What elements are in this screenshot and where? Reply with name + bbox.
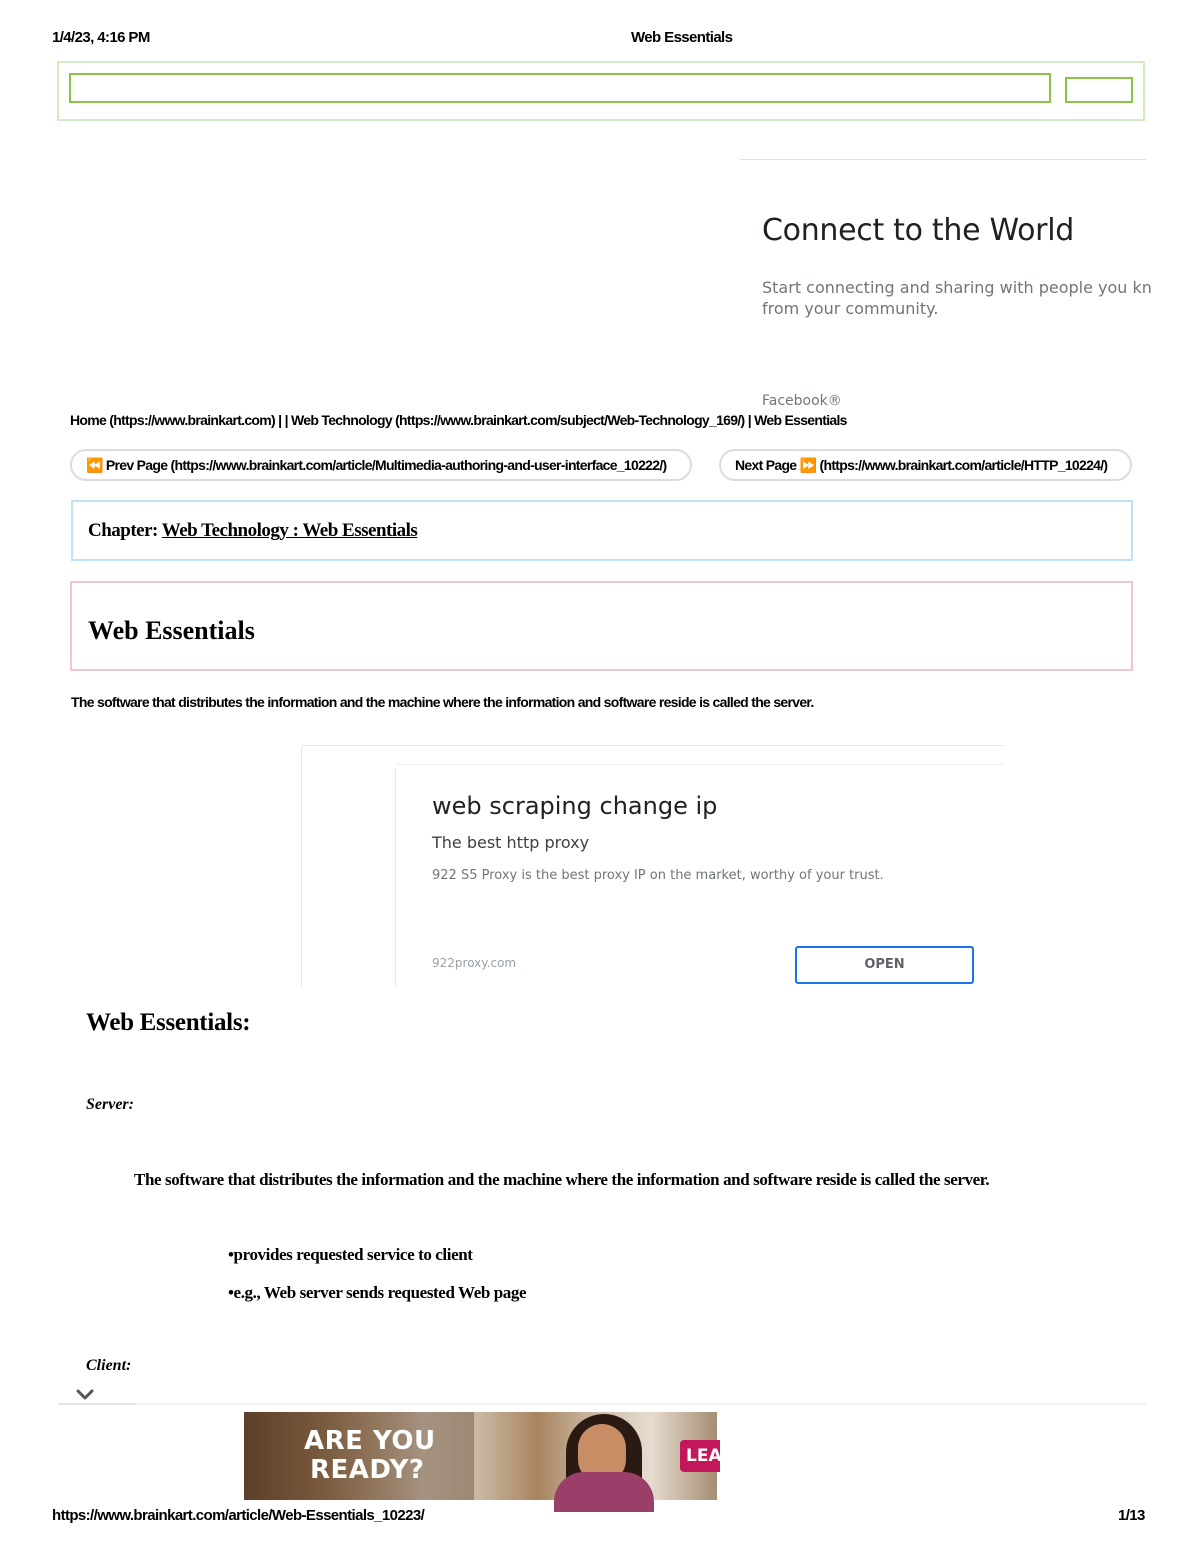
connect-subtitle: [762, 277, 1152, 319]
print-page-number: 1/13: [1118, 1507, 1145, 1524]
server-definition: The software that distributes the information and the machine where the information and software reside is called the server.: [134, 1170, 990, 1189]
next-page-button[interactable]: Next Page ⏩ (https://www.brainkart.com/article/HTTP_10224/): [719, 449, 1132, 481]
chevron-down-icon[interactable]: [74, 1386, 96, 1404]
prev-page-button[interactable]: ⏪ Prev Page (https://www.brainkart.com/article/Multimedia-authoring-and-user-interface_10222/): [70, 449, 692, 481]
ad-frame-top: [302, 745, 1004, 746]
ad-subheadline: The best http proxy: [432, 833, 590, 852]
banner-headline-line-1: ARE YOU: [304, 1426, 436, 1456]
intro-text: The software that distributes the information and the machine where the information and software reside is called the server.: [71, 694, 814, 710]
ad-domain[interactable]: 922proxy.com: [432, 956, 517, 970]
connect-title: Connect to the World: [762, 213, 1074, 248]
banner-cta-button[interactable]: LEARN: [680, 1440, 720, 1472]
ad-description: 922 S5 Proxy is the best proxy IP on the market, worthy of your trust.: [432, 868, 884, 883]
chapter-box: [71, 500, 1133, 561]
server-bullet: •provides requested service to client: [228, 1245, 473, 1264]
breadcrumb[interactable]: Home (https://www.brainkart.com) | | Web Technology (https://www.brainkart.com/subject/Web-Technology_169/) | Web Essentials: [70, 412, 847, 428]
search-button[interactable]: [1065, 77, 1133, 103]
banner-ad[interactable]: [244, 1412, 749, 1500]
print-timestamp: 1/4/23, 4:16 PM: [52, 29, 150, 46]
print-title: Web Essentials: [631, 29, 733, 46]
ad-card-top: [396, 764, 1004, 765]
ad-headline[interactable]: web scraping change ip: [432, 792, 718, 820]
print-footer-url: https://www.brainkart.com/article/Web-Essentials_10223/: [52, 1507, 425, 1524]
facebook-link[interactable]: [762, 391, 1162, 409]
search-input[interactable]: [69, 73, 1051, 103]
ad-frame-left: [301, 746, 302, 986]
banner-headline-line-2: READY?: [310, 1455, 425, 1485]
ad-strip-tab: [58, 1403, 136, 1405]
article-title: Web Essentials: [88, 616, 255, 645]
chapter-link[interactable]: Web Technology : Web Essentials: [161, 520, 418, 541]
server-bullet: •e.g., Web server sends requested Web page: [228, 1283, 527, 1302]
client-heading: Client:: [86, 1357, 132, 1374]
chapter-prefix: Chapter:: [88, 520, 162, 541]
article-title-box: [70, 581, 1133, 671]
side-divider: [740, 159, 1146, 160]
ad-open-button[interactable]: OPEN: [795, 946, 974, 984]
ad-card-left: [395, 768, 396, 986]
facebook-link-text: Facebook®: [762, 393, 842, 409]
ad-strip-divider: [58, 1403, 1146, 1405]
connect-subtitle-line-2: from your community.: [762, 299, 939, 318]
section-heading: Web Essentials:: [86, 1009, 251, 1036]
connect-subtitle-line-1: Start connecting and sharing with people you kn: [762, 278, 1152, 297]
banner-person-body: [554, 1472, 654, 1512]
server-heading: Server:: [86, 1096, 134, 1113]
